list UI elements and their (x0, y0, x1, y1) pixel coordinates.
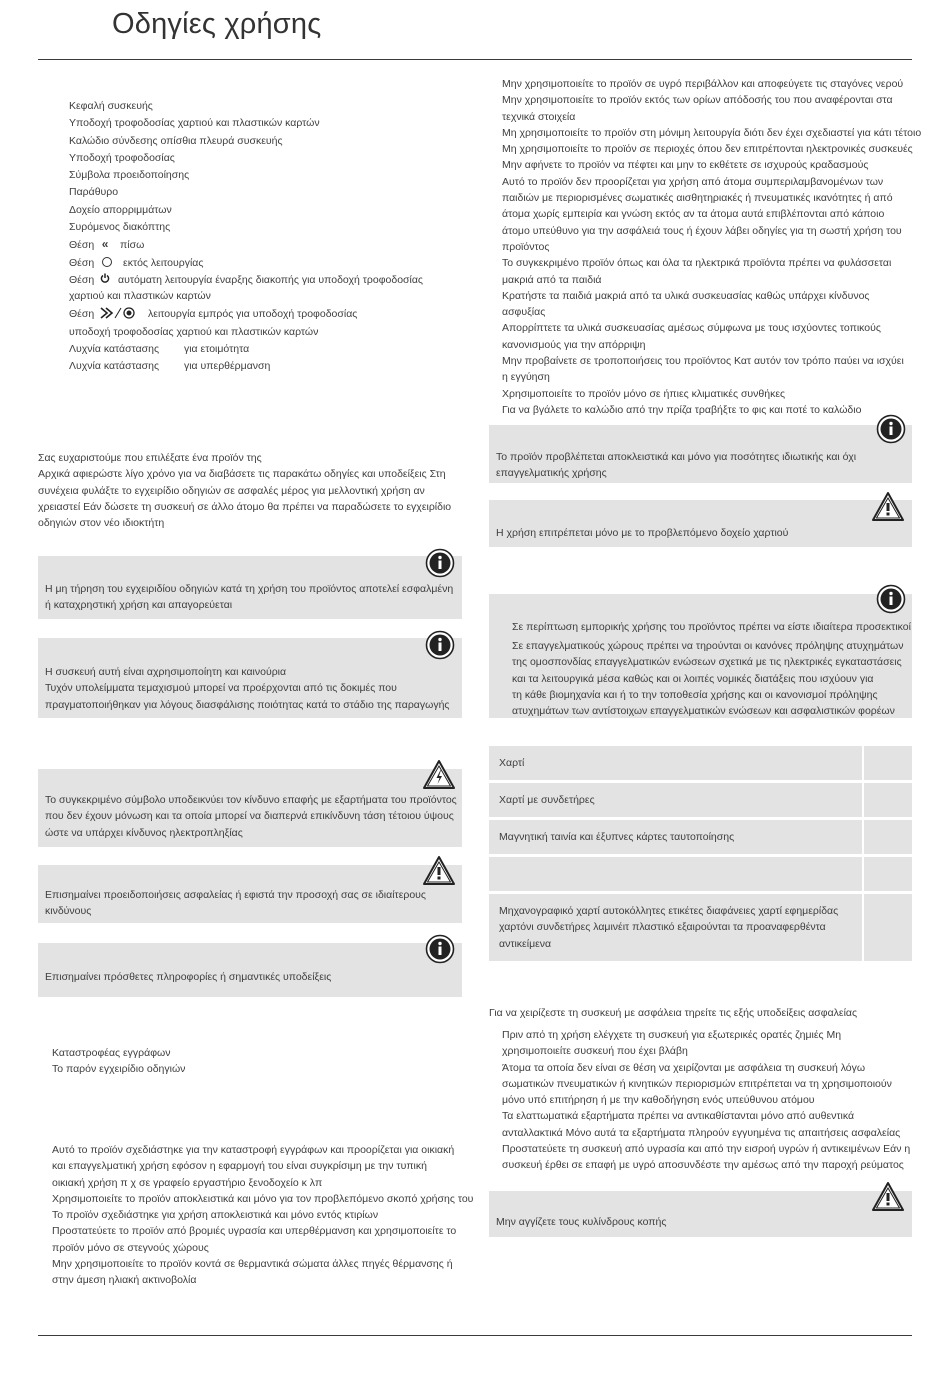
lamp-ready-row (69, 341, 423, 357)
position-forward-row (69, 306, 423, 324)
text-line: συνέχεια φυλάξτε το εγχειρίδιο οδηγιών σε ασφαλές μέρος για μελλοντική χρήση αν (38, 484, 425, 497)
text-line: μακριά από τα παιδιά (502, 273, 602, 286)
notice-bin-text (496, 525, 788, 541)
table-cell (499, 792, 595, 808)
text-line: οδηγιών στον νέο ιδιοκτήτη (38, 517, 165, 530)
table-cell (499, 903, 838, 952)
notice-unused-box (38, 638, 462, 718)
notice-unused-text (45, 664, 449, 713)
intended-use (52, 1142, 473, 1289)
high-voltage-warning-icon (422, 759, 456, 790)
notice-rollers-box (489, 1191, 912, 1237)
text-line: Άτομα τα οποία δεν είναι σε θέση να χειρίζονται με ασφάλεια τη συσκευή λόγω (502, 1061, 866, 1074)
text-line: ή καταχρηστική χρήση και απαγορεύεται (45, 599, 233, 612)
table-row (489, 746, 862, 780)
position-back-text: πίσω (120, 239, 145, 252)
table-cell-empty (864, 783, 912, 817)
info-icon (876, 584, 906, 614)
text-line: χρησιμοποιείτε συσκευή που έχει βλάβη (502, 1045, 688, 1058)
component-item: Υποδοχή τροφοδοσίας χαρτιού και πλαστικών καρτών (69, 117, 320, 130)
table-cell-empty (864, 746, 912, 780)
table-row (489, 820, 862, 854)
text-line: οικιακή χρήση π χ σε γραφείο εργαστήριο ξενοδοχείο κ λπ (52, 1176, 323, 1189)
components-list (69, 98, 423, 375)
symbol-warning-text (45, 887, 426, 920)
position-label: Θέση (69, 256, 95, 269)
text-line: Επισημαίνει προειδοποιήσεις ασφαλείας ή εφιστά την προσοχή σας σε ιδιαίτερους (45, 889, 426, 901)
lamp-ready-text: για ετοιμότητα (183, 343, 250, 356)
safety-intro: Για να χειρίζεστε τη συσκευή με ασφάλεια τηρείτε τις εξής υποδείξεις ασφαλείας (489, 1007, 858, 1019)
text-line: Κρατήστε τα παιδιά μακριά από τα υλικά συσκευασίας καθώς υπάρχει κίνδυνος (502, 289, 870, 302)
circle-off-icon (102, 257, 112, 267)
lamp-label: Λυχνία κατάστασης (69, 360, 160, 373)
component-item: Δοχείο απορριμμάτων (69, 203, 172, 216)
component-item: Κεφαλή συσκευής (69, 100, 153, 112)
text-line: και τα λειτουργικά μέσα καθώς και οι λοιπές νομικές διατάξεις που ισχύουν για (512, 672, 874, 685)
text-line: Χρησιμοποιείτε το προϊόν αποκλειστικά και μόνο για τον προβλεπόμενο σκοπό χρήσης του (52, 1192, 474, 1205)
notice-rollers-text (496, 1214, 666, 1230)
component-item: Παράθυρο (69, 186, 119, 199)
position-off-text: εκτός λειτουργίας (123, 256, 204, 269)
text-line: πραγματοποιήθηκαν για λόγους διασφάλισης ποιότητας κατά το στάδιο της παραγωγής (45, 698, 450, 711)
text-line: Τα ελαττωματικά εξαρτήματα πρέπει να αντικαθίστανται μόνο από αυθεντικά (502, 1110, 855, 1123)
notice-private-text (496, 449, 856, 482)
text-line: Μην προβαίνετε σε τροποποιήσεις του προϊόντος Κατ αυτόν τον τρόπο παύει να ισχύει (502, 355, 904, 368)
text-line: Μαγνητική ταινία και έξυπνες κάρτες ταυτοποίησης (499, 831, 735, 843)
text-line: Τυχόν υπολείμματα τεμαχισμού μπορεί να προέρχονται από τις δοκιμές που (45, 682, 397, 695)
position-forward-text: λειτουργία εμπρός για υποδοχή τροφοδοσίας (148, 307, 358, 320)
table-cell-empty (864, 894, 912, 961)
double-chevron-left-icon: « (101, 237, 109, 252)
text-line: στην άμεση ηλιακή ακτινοβολία (52, 1274, 197, 1287)
text-line: της ομοσπονδίας επαγγελματικών ενώσεων σχετικά με τις ηλεκτρικές εγκαταστάσεις (512, 656, 902, 669)
component-item: Καλώδιο σύνδεσης οπίσθια πλευρά συσκευής (69, 134, 283, 147)
lamp-heat-row (69, 358, 423, 374)
top-rule (38, 59, 912, 60)
text-line: μόνο υπό επιτήρηση ή με την καθοδήγηση ενός υπεύθυνου ατόμου (502, 1094, 815, 1107)
text-line: ατυχημάτων των αντίστοιχων επαγγελματικών ενώσεων και ασφαλιστικών φορέων (512, 705, 895, 718)
text-line: κανονισμούς για την απόρριψη (502, 338, 646, 351)
component-item: Υποδοχή τροφοδοσίας (69, 151, 175, 164)
text-line: Σας ευχαριστούμε που επιλέξατε ένα προϊόν της (38, 452, 262, 464)
text-line: Η συσκευή αυτή είναι αχρησιμοποίητη και καινούρια (45, 666, 287, 678)
notice-manual-box (38, 556, 462, 619)
notice-bin-box (489, 500, 912, 547)
position-auto-text: αυτόματη λειτουργία έναρξης διακοπής για υποδοχή τροφοδοσίας (118, 273, 423, 286)
notice-commercial-box (489, 594, 912, 718)
info-icon (425, 630, 455, 660)
page-title: Οδηγίες χρήσης (112, 8, 322, 40)
text-line: κινδύνους (45, 905, 92, 918)
table-cell-empty (864, 857, 912, 891)
text-line: Επισημαίνει πρόσθετες πληροφορίες ή σημαντικές υποδείξεις (45, 971, 332, 983)
info-icon (425, 548, 455, 578)
symbol-warning-box (38, 865, 462, 923)
safety-list (502, 1027, 910, 1174)
position-label: Θέση (69, 273, 95, 286)
notice-private-box (489, 425, 912, 483)
text-line: Μην χρησιμοποιείτε το προϊόν κοντά σε θερμαντικά σώματα άλλες πηγές θέρμανσης ή (52, 1258, 453, 1271)
symbol-voltage-text (45, 792, 457, 841)
text-line: Αρχικά αφιερώστε λίγο χρόνο για να διαβάσετε τις παρακάτω οδηγίες και υποδείξεις Στη (38, 468, 446, 481)
intro-paragraph (38, 450, 451, 531)
text-line: ασφυξίας (502, 306, 546, 319)
position-back-row (69, 236, 423, 253)
package-contents (52, 1045, 185, 1078)
text-line: επαγγελματικής χρήσης (496, 467, 607, 480)
symbol-info-box (38, 943, 462, 997)
position-forward-text-2: υποδοχή τροφοδοσίας χαρτιού και πλαστικών καρτών (69, 325, 319, 338)
text-line: Μην χρησιμοποιείτε το προϊόν σε υγρό περιβάλλον και αποφεύγετε τις σταγόνες νερού (502, 78, 904, 90)
text-line: Μην αφήνετε το προϊόν να πέφτει και μην το εκθέτετε σε ισχυρούς κραδασμούς (502, 159, 869, 172)
text-line: Χρησιμοποιείτε το προϊόν μόνο σε ήπιες κλιματικές συνθήκες (502, 387, 786, 400)
text-line: συσκευή έρθει σε επαφή με υγρό αποσυνδέστε την αμέσως από την παροχή ρεύματος (502, 1159, 904, 1172)
text-line: αντικείμενα (499, 937, 552, 950)
warning-triangle-icon (422, 855, 456, 886)
info-icon (876, 414, 906, 444)
text-line: και επαγγελματική χρήση εφόσον η εφαρμογή του είναι συγκρίσιμη με την τυπική (52, 1160, 427, 1173)
text-line: Για να βγάλετε το καλώδιο από την πρίζα τραβήξτε το φις και ποτέ το καλώδιο (502, 403, 862, 416)
table-row (489, 783, 862, 817)
text-line: Προστατεύετε τη συσκευή από υγρασία και από την εισροή υγρών ή αντικειμένων Εάν η (502, 1143, 911, 1156)
text-line: Μη χρησιμοποιείτε το προϊόν στη μόνιμη λειτουργία διότι δεν έχει σχεδιαστεί για κάτι τέτοιο (502, 126, 922, 139)
text-line: Η μη τήρηση του εγχειριδίου οδηγιών κατά τη χρήση του προϊόντος αποτελεί εσφαλμένη (45, 583, 454, 595)
text-line: προϊόντος (502, 240, 550, 253)
text-line: Αυτό το προϊόν δεν προορίζεται για χρήση από άτομα συμπεριλαμβανομένων των (502, 175, 884, 188)
symbol-info-text (45, 969, 331, 985)
text-line: που δεν έχουν μόνωση και τα οποία μπορεί να διαπερνά επικίνδυνη τάση τέτοιου ύψους (45, 810, 454, 823)
notice-commercial-text (512, 638, 903, 719)
text-line: ανταλλακτικά Μόνο αυτά τα εξαρτήματα πληρούν εγγυημένα τις απαιτήσεις ασφαλείας (502, 1126, 901, 1139)
warning-triangle-icon (871, 1181, 905, 1212)
position-label: Θέση (69, 239, 95, 252)
table-cell (499, 755, 524, 771)
component-item: Συρόμενος διακόπτης (69, 221, 171, 234)
symbol-voltage-box (38, 769, 462, 847)
text-line: Μη χρησιμοποιείτε το προϊόν σε περιοχές όπου δεν επιτρέπονται ηλεκτρονικές συσκευές (502, 143, 913, 156)
table-row (489, 857, 862, 891)
package-item: Το παρόν εγχειρίδιο οδηγιών (52, 1063, 186, 1076)
text-line: Το συγκεκριμένο προϊόν όπως και όλα τα ηλεκτρικά προϊόντα πρέπει να φυλάσσεται (502, 257, 892, 270)
table-cell (499, 829, 734, 845)
text-line: Μην χρησιμοποιείτε το προϊόν εκτός των ορίων απόδοσής του που αναφέρονται στα (502, 94, 893, 107)
notice-commercial-heading: Σε περίπτωση εμπορικής χρήσης του προϊόντος πρέπει να είστε ιδιαίτερα προσεκτικοί (512, 621, 911, 633)
text-line: ώστε να υπάρχει κίνδυνος ηλεκτροπληξίας (45, 826, 243, 839)
text-line: άτομο υπεύθυνο για την ασφάλειά τους ή έχουν λάβει οδηγίες για τη σωστή χρήση του (502, 224, 902, 237)
position-off-row (69, 255, 423, 271)
text-line: Μηχανογραφικό χαρτί αυτοκόλλητες ετικέτες διαφάνειες χαρτί εφημερίδας (499, 905, 839, 917)
text-line: σωματικών πνευματικών ή κινητικών περιορισμών επιτρέπεται να τη χρησιμοποιούν (502, 1077, 892, 1090)
text-line: τεχνικά στοιχεία (502, 110, 576, 123)
table-row (489, 894, 862, 961)
text-line: χαρτόνι συνδετήρες λαμινέιτ πλαστικό εξαιρούνται τα προαναφερθέντα (499, 921, 826, 934)
position-auto-text-2: χαρτιού και πλαστικών καρτών (69, 290, 211, 303)
text-line: άτομα χωρίς εμπειρία και γνώση εκτός αν τα άτομα αυτά επιβλέπονται από κάποιο (502, 208, 885, 221)
text-line: Προστατεύετε το προϊόν από βρομιές υγρασία και υπερθέρμανση και χρησιμοποιείτε το (52, 1225, 457, 1238)
text-line: Το προϊόν σχεδιάστηκε για χρήση αποκλειστικά και μόνο εντός κτιρίων (52, 1209, 379, 1222)
notice-manual-text (45, 581, 453, 614)
forward-mode-icon (99, 307, 141, 324)
text-line: Σε επαγγελματικούς χώρους πρέπει να τηρούνται οι κανόνες πρόληψης ατυχημάτων (512, 640, 904, 652)
power-icon (97, 272, 113, 288)
text-line: Αυτό το προϊόν σχεδιάστηκε για την καταστροφή εγγράφων και προορίζεται για οικιακή (52, 1144, 455, 1156)
lamp-heat-text: για υπερθέρμανση (183, 360, 271, 373)
text-line: προϊόν μόνο σε στεγνούς χώρους (52, 1241, 209, 1254)
text-line: Το προϊόν προβλέπεται αποκλειστικά και μόνο για ποσότητες ιδιωτικής και όχι (496, 451, 857, 463)
position-label: Θέση (69, 307, 95, 320)
text-line: Χαρτί με συνδετήρες (499, 794, 595, 806)
text-line: Η χρήση επιτρέπεται μόνο με το προβλεπόμενο δοχείο χαρτιού (496, 527, 789, 539)
info-icon (425, 934, 455, 964)
text-line: χρειαστεί Εάν δώσετε τη συσκευή σε άλλο άτομο θα πρέπει να παραδώσετε το εγχειρίδιο (38, 500, 452, 513)
position-auto-row (69, 272, 423, 288)
text-line: Πριν από τη χρήση ελέγχετε τη συσκευή για εξωτερικές ορατές ζημιές Μη (502, 1029, 842, 1041)
bottom-rule (38, 1335, 912, 1336)
text-line: Μην αγγίζετε τους κυλίνδρους κοπής (496, 1216, 667, 1228)
text-line: Το συγκεκριμένο σύμβολο υποδεικνύει τον κίνδυνο επαφής με εξαρτήματα του προϊόντος (45, 794, 457, 806)
component-item: Σύμβολα προειδοποίησης (69, 169, 190, 182)
lamp-label: Λυχνία κατάστασης (69, 343, 160, 356)
text-line: Απορρίπτετε τα υλικά συσκευασίας αμέσως σύμφωνα με τους ισχύοντες τοπικούς (502, 322, 881, 335)
text-line: τη κάθε βιομηχανία και ή το την τοποθεσία χρήσης και οι κανονισμοί πρόληψης (512, 688, 878, 701)
text-line: παιδιών με περιορισμένες σωματικές αισθητηριακές ή πνευματικές ικανότητες ή από (502, 192, 893, 205)
package-item: Καταστροφέας εγγράφων (52, 1047, 171, 1059)
text-line: Χαρτί (499, 757, 525, 769)
safety-continued (502, 76, 921, 418)
warning-triangle-icon (871, 491, 905, 522)
text-line: η εγγύηση (502, 371, 550, 384)
table-cell-empty (864, 820, 912, 854)
